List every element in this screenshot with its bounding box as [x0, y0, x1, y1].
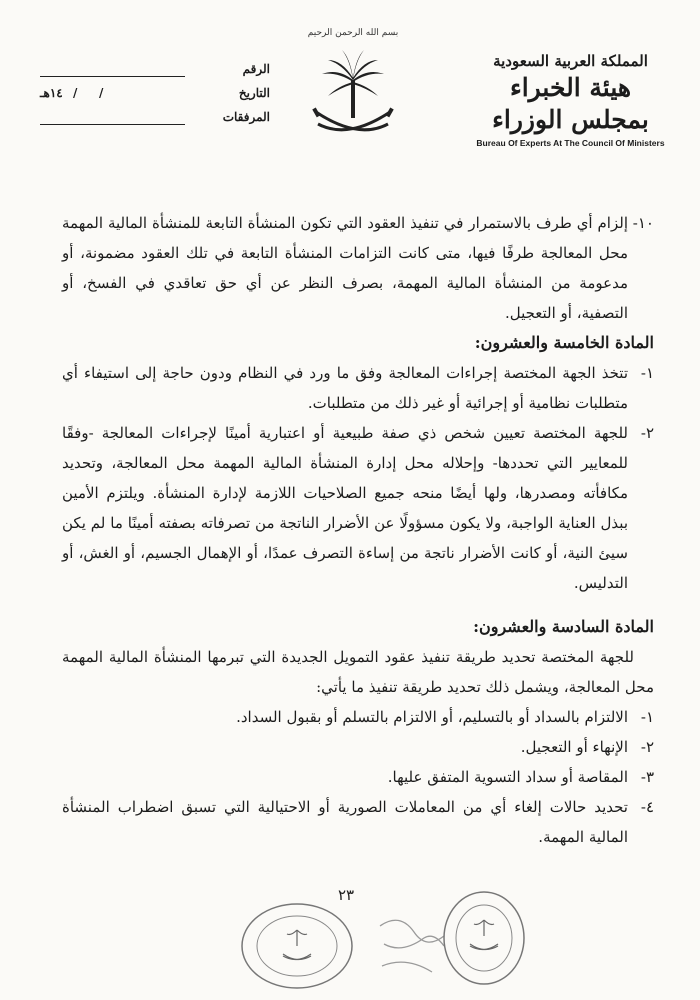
- item-number: ٣-: [640, 768, 654, 786]
- item-number: ٢-: [640, 738, 654, 756]
- item-number: ٤-: [640, 798, 654, 816]
- article-26-item-4: [62, 792, 654, 852]
- seal-stamp-left: [238, 898, 356, 994]
- item-text: إلزام أي طرف بالاستمرار في تنفيذ العقود التي تكون المنشأة التابعة للمنشأة المالية المهمة محل المعالجة طرفًا فيها، متى كانت التزامات المنشأة التابعة في تلك العقود مضمونة، أو مدعومة من المنشأة المالية المهمة، بصرف النظر عن أي حق تعاقدي في الفسخ، أو التصفية، أو التعجيل.: [62, 214, 628, 322]
- article-26-title: المادة السادسة والعشرون:: [473, 617, 654, 636]
- item-text: الإنهاء أو التعجيل.: [520, 738, 628, 756]
- date-year: ١٤هـ: [40, 86, 63, 100]
- item-number: ٢-: [640, 424, 654, 442]
- ref-row: [40, 62, 270, 86]
- date-value: [40, 86, 115, 100]
- attachments-row: [40, 110, 270, 134]
- seal-stamp-right: [440, 886, 528, 990]
- article-25-item-2: [62, 418, 654, 598]
- attachments-line: [40, 124, 185, 125]
- document-body: [62, 208, 654, 852]
- bismillah: بسم الله الرحمن الرحيم: [307, 28, 399, 38]
- agency-header: [473, 52, 668, 148]
- item-number: ١-: [640, 708, 654, 726]
- article-26-intro: للجهة المختصة تحديد طريقة تنفيذ عقود التمويل الجديدة التي تبرمها المنشأة المالية المهمة محل المعالجة، ويشمل ذلك تحديد طريقة تنفيذ ما يأتي:: [62, 648, 654, 696]
- ref-line: [40, 76, 185, 77]
- article-25-title: المادة الخامسة والعشرون:: [474, 333, 654, 352]
- item-10: [62, 208, 654, 328]
- saudi-emblem: [298, 28, 408, 153]
- article-25-item-1: [62, 358, 654, 418]
- letterhead-fields: [40, 62, 270, 134]
- item-text: تحديد حالات إلغاء أي من المعاملات الصورية أو الاحتيالية التي تسبق اضطراب المنشأة المالية المهمة.: [62, 798, 628, 846]
- item-text: للجهة المختصة تعيين شخص ذي صفة طبيعية أو اعتبارية أمينًا لإجراءات المعالجة -وفقًا للمعايير التي تحددها- وإحلاله محل إدارة المنشأة المالية المهمة محل المعالجة، وتحديد مكافأته ومصدرها، ولها أيضًا منحه جميع الصلاحيات اللازمة لإدارة المنشأة. ويلتزم الأمين ببذل العناية الواجبة، ولا يكون مسؤولًا عن الأضرار الناتجة من تصرفاته بصفته أمينًا ما لم يكن سيئ النية، أو كانت الأضرار ناتجة من إساءة التصرف عمدًا، أو الإهمال الجسيم، أو الغش، أو التدليس.: [62, 424, 628, 592]
- spacer: [62, 598, 654, 612]
- article-26-item-2: [62, 732, 654, 762]
- date-label: التاريخ: [238, 86, 270, 100]
- date-row: [40, 86, 270, 110]
- item-text: تتخذ الجهة المختصة إجراءات المعالجة وفق ما ورد في النظام ودون حاجة إلى استيفاء أي متطلبات نظامية أو إجرائية أو غير ذلك من متطلبات.: [62, 364, 628, 412]
- date-sep-1: /: [99, 86, 105, 100]
- attachments-label: المرفقات: [222, 110, 270, 124]
- item-number: ١٠-: [632, 214, 654, 232]
- palm-swords-icon: [298, 28, 408, 153]
- agency-name-ar: هيئة الخبراء بمجلس الوزراء: [492, 73, 649, 134]
- article-26-item-1: [62, 702, 654, 732]
- page-number: ٢٣: [338, 886, 355, 904]
- item-number: ١-: [640, 364, 654, 382]
- article-26-item-3: [62, 762, 654, 792]
- item-text: المقاصة أو سداد التسوية المتفق عليها.: [387, 768, 628, 786]
- ref-label: الرقم: [242, 62, 270, 76]
- item-text: الالتزام بالسداد أو بالتسليم، أو الالتزام بالتسلم أو بقبول السداد.: [236, 708, 628, 726]
- agency-name-en: Bureau Of Experts At The Council Of Ministers: [476, 138, 665, 148]
- kingdom-name: المملكة العربية السعودية: [493, 52, 648, 70]
- date-sep-2: /: [73, 86, 79, 100]
